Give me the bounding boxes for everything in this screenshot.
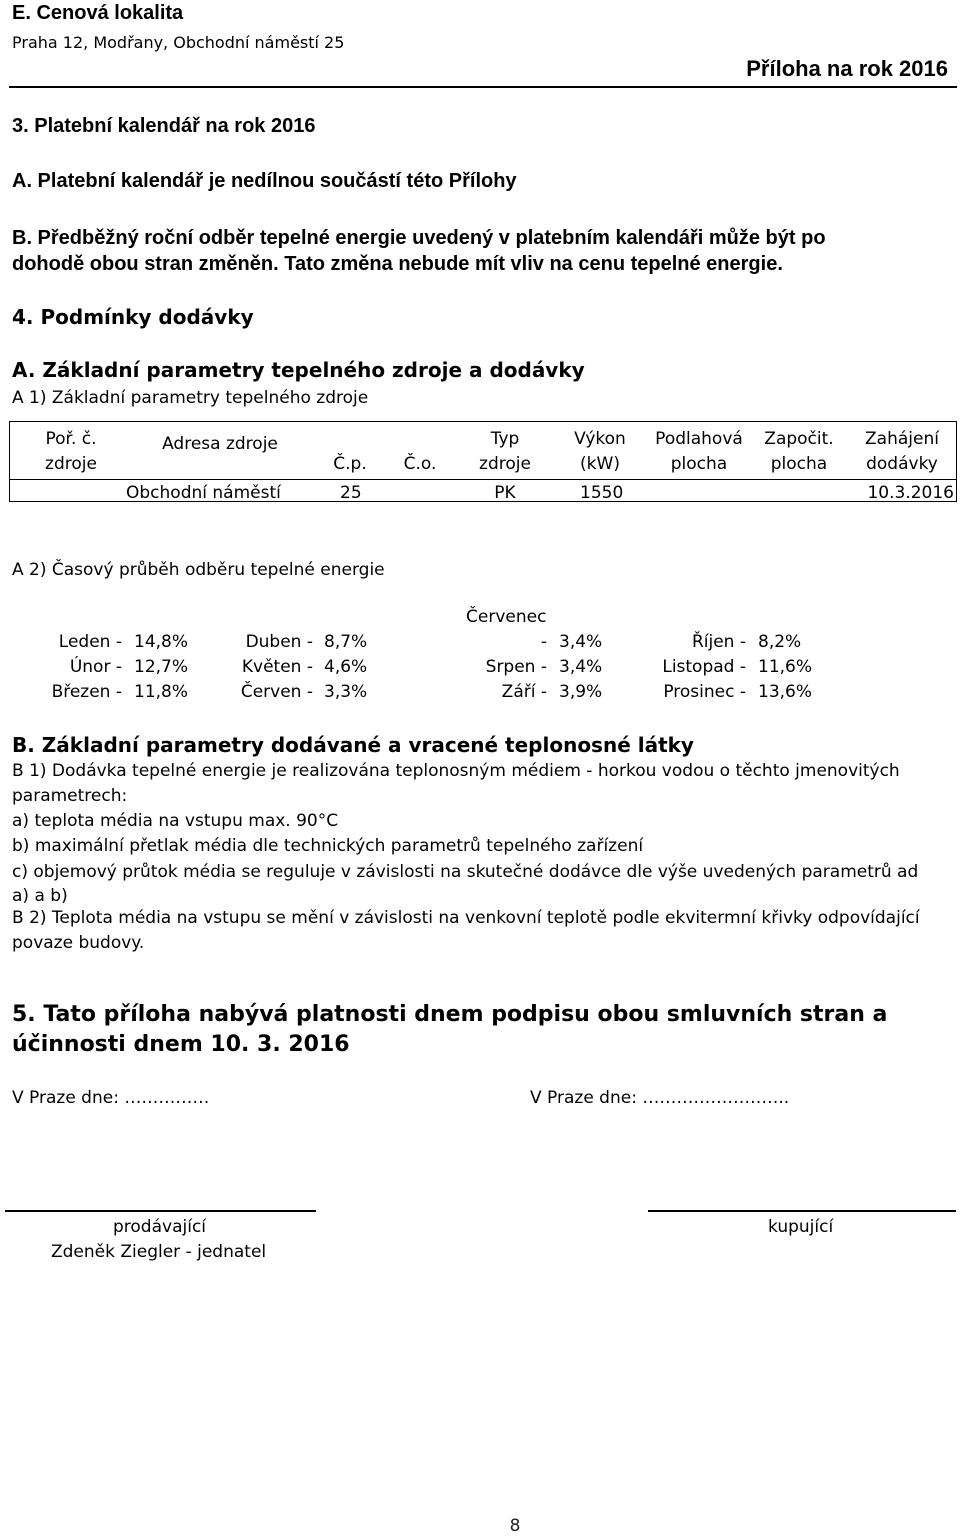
month-value: 3,3% [324, 682, 368, 702]
th-zahajeni-line1: Zahájení [865, 429, 939, 449]
month-name: Září - [501, 682, 547, 702]
annex-title: Příloha na rok 2016 [746, 56, 948, 81]
month-name-top: Červenec [466, 607, 547, 627]
th-zapocit-line1: Započit. [764, 429, 834, 449]
page-number: 8 [509, 1516, 521, 1536]
month-value: 3,4% [559, 657, 603, 677]
td-typ: PK [494, 483, 516, 503]
section4-sub-b-line: b) maximální přetlak média dle technických parametrů tepelného zařízení [12, 836, 644, 856]
th-typ-line1: Typ [490, 429, 520, 449]
th-zapocit-line2: plocha [770, 454, 828, 474]
th-por-line1: Poř. č. [45, 429, 97, 449]
company-address: Praha 12, Modřany, Obchodní náměstí 25 [12, 33, 345, 52]
section3-point-b-line1: B. Předběžný roční odběr tepelné energie uvedený v platebním kalendáři může být po [12, 227, 826, 249]
section4-sub-b-line: povaze budovy. [12, 933, 145, 953]
section4-sub-a1-title: A 1) Základní parametry tepelného zdroje [12, 388, 369, 408]
month-name: Květen - [241, 657, 313, 677]
company-title: E. Cenová lokalita [12, 2, 184, 24]
month-value: 11,6% [758, 657, 813, 677]
th-typ-line2: zdroje [479, 454, 531, 474]
td-cp: 25 [340, 483, 362, 503]
month-value: 3,9% [559, 682, 603, 702]
month-name: Listopad - [662, 657, 746, 677]
month-value: 8,7% [324, 632, 368, 652]
section4-sub-b-line: c) objemový průtok média se reguluje v závislosti na skutečné dodávce dle výše uvedených parametrů ad [12, 862, 919, 882]
th-adresa: Adresa zdroje [162, 434, 278, 454]
month-name: Prosinec - [663, 682, 746, 702]
seller-signature-line [5, 1210, 316, 1212]
section4-title: 4. Podmínky dodávky [12, 305, 254, 329]
left-place-date: V Praze dne: …………… [12, 1088, 210, 1108]
th-zahajeni-line2: dodávky [866, 454, 938, 474]
th-cp: Č.p. [333, 454, 367, 474]
month-name: Leden - [58, 632, 122, 652]
section5-line2: účinnosti dnem 10. 3. 2016 [12, 1032, 350, 1057]
section5-line1: 5. Tato příloha nabývá platnosti dnem podpisu obou smluvních stran a [12, 1002, 888, 1027]
seller-label: prodávající [113, 1217, 207, 1237]
th-por-line2: zdroje [45, 454, 97, 474]
month-name: Březen - [51, 682, 122, 702]
section3-point-a: A. Platební kalendář je nedílnou součástí této Přílohy [12, 170, 517, 192]
month-value: 14,8% [134, 632, 189, 652]
section3-point-b-line2: dohodě obou stran změněn. Tato změna nebude mít vliv na cenu tepelné energie. [12, 253, 783, 275]
th-podlahova-line1: Podlahová [655, 429, 743, 449]
section4-sub-b-line: a) a b) [12, 886, 68, 906]
month-name: Duben - [245, 632, 313, 652]
section4-sub-b-line: B 1) Dodávka tepelné energie je realizována teplonosným médiem - horkou vodou o těchto jmenovitých [12, 761, 900, 781]
section4-sub-a2-title: A 2) Časový průběh odběru tepelné energie [12, 560, 385, 580]
month-name: Srpen - [485, 657, 547, 677]
th-podlahova-line2: plocha [670, 454, 728, 474]
seller-name: Zdeněk Ziegler - jednatel [51, 1242, 267, 1262]
month-value: 11,8% [134, 682, 189, 702]
buyer-label: kupující [768, 1217, 834, 1237]
header-divider [9, 86, 957, 88]
month-value: 12,7% [134, 657, 189, 677]
section4-sub-a-title: A. Základní parametry tepelného zdroje a dodávky [12, 358, 585, 382]
month-name: Únor - [69, 657, 122, 677]
month-value: 8,2% [758, 632, 802, 652]
month-value: 3,4% [559, 632, 603, 652]
month-value: 4,6% [324, 657, 368, 677]
td-adresa: Obchodní náměstí [126, 483, 281, 503]
month-value: 13,6% [758, 682, 813, 702]
section4-sub-b-line: a) teplota média na vstupu max. 90°C [12, 811, 339, 831]
th-vykon-line2: (kW) [580, 454, 620, 474]
month-name: Červen - [240, 682, 313, 702]
right-place-date: V Praze dne: …………………….. [530, 1088, 790, 1108]
section4-sub-b-title: B. Základní parametry dodávané a vracené teplonosné látky [12, 733, 694, 757]
th-vykon-line1: Výkon [574, 429, 626, 449]
td-vykon: 1550 [580, 483, 624, 503]
buyer-signature-line [648, 1210, 956, 1212]
th-co: Č.o. [403, 454, 437, 474]
month-name: - [540, 632, 547, 652]
table-header-divider [9, 479, 957, 480]
section4-sub-b-line: parametrech: [12, 786, 128, 806]
td-zahajeni: 10.3.2016 [867, 483, 954, 503]
section4-sub-b-line: B 2) Teplota média na vstupu se mění v závislosti na venkovní teplotě podle ekvitermní křivky odpovídající [12, 908, 920, 928]
month-name: Říjen - [691, 632, 746, 652]
section3-title: 3. Platební kalendář na rok 2016 [12, 115, 316, 137]
